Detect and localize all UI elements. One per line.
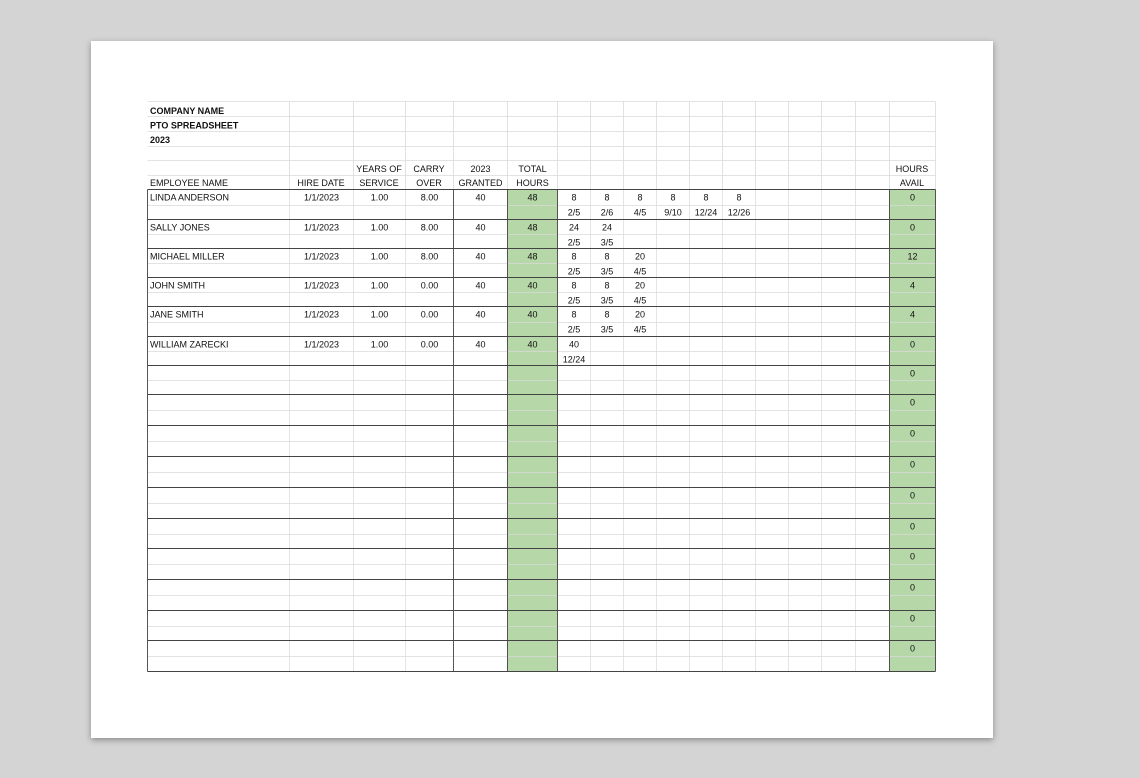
pto-date: 3/5	[600, 324, 614, 335]
header-carry-line1: CARRY	[413, 164, 445, 174]
hours-avail-empty: 0	[909, 613, 916, 624]
pto-date: 9/10	[664, 207, 682, 218]
years-of-service: 1.00	[370, 192, 389, 203]
granted-hours: 40	[475, 309, 486, 320]
sheet-year: 2023	[150, 135, 171, 145]
hours-avail-empty: 0	[909, 551, 916, 562]
pto-date: 3/5	[600, 295, 614, 306]
hire-date: 1/1/2023	[303, 222, 340, 233]
pto-hours: 8	[604, 280, 610, 291]
pto-hours: 24	[568, 222, 580, 233]
pto-hours: 8	[604, 309, 610, 320]
pto-hours: 40	[568, 339, 580, 350]
pto-hours: 8	[571, 280, 577, 291]
hours-avail-empty: 0	[909, 428, 916, 439]
hire-date: 1/1/2023	[303, 192, 340, 203]
pto-hours: 20	[634, 309, 646, 320]
header-years-line2: SERVICE	[359, 178, 399, 188]
hours-avail-empty: 0	[909, 643, 916, 654]
total-hours: 40	[527, 339, 538, 350]
total-hours: 48	[527, 222, 538, 233]
carry-over: 0.00	[420, 309, 439, 320]
hours-avail-empty: 0	[909, 368, 916, 379]
header-avail-line1: HOURS	[895, 164, 929, 174]
hire-date: 1/1/2023	[303, 339, 340, 350]
carry-over: 8.00	[420, 222, 439, 233]
years-of-service: 1.00	[370, 251, 389, 262]
years-of-service: 1.00	[370, 280, 389, 291]
years-of-service: 1.00	[370, 339, 389, 350]
hours-avail: 12	[907, 251, 918, 262]
years-of-service: 1.00	[370, 222, 389, 233]
hire-date: 1/1/2023	[303, 280, 340, 291]
pto-date: 12/26	[727, 207, 751, 218]
pto-hours: 8	[571, 309, 577, 320]
employee-name: WILLIAM ZARECKI	[150, 339, 229, 350]
carry-over: 8.00	[420, 251, 439, 262]
pto-hours: 8	[637, 192, 643, 203]
hours-avail: 4	[909, 280, 916, 291]
hours-avail-empty: 0	[909, 582, 916, 593]
pto-hours: 24	[601, 222, 613, 233]
pto-date: 4/5	[633, 324, 647, 335]
hours-avail-empty: 0	[909, 521, 916, 532]
pto-hours: 8	[703, 192, 709, 203]
header-granted-line2: GRANTED	[458, 178, 503, 188]
pto-hours: 8	[571, 192, 577, 203]
pto-date: 2/5	[567, 324, 581, 335]
header-total-line2: HOURS	[516, 178, 549, 188]
pto-date: 4/5	[633, 266, 647, 277]
header-granted-line1: 2023	[470, 164, 491, 174]
granted-hours: 40	[475, 251, 486, 262]
pto-date: 12/24	[694, 207, 718, 218]
hours-avail-empty: 0	[909, 459, 916, 470]
pto-date: 2/5	[567, 266, 581, 277]
granted-hours: 40	[475, 192, 486, 203]
pto-hours: 8	[571, 251, 577, 262]
hours-avail: 0	[909, 192, 916, 203]
employee-name: MICHAEL MILLER	[150, 251, 225, 262]
pto-date: 4/5	[633, 295, 647, 306]
pto-date: 2/6	[600, 207, 614, 218]
company-name: COMPANY NAME	[150, 106, 225, 116]
pto-date: 2/5	[567, 237, 581, 248]
header-years-line1: YEARS OF	[356, 164, 402, 174]
pto-hours: 8	[736, 192, 742, 203]
hours-avail: 4	[909, 309, 916, 320]
hours-avail: 0	[909, 339, 916, 350]
hire-date: 1/1/2023	[303, 251, 340, 262]
carry-over: 0.00	[420, 339, 439, 350]
employee-name: JANE SMITH	[150, 309, 204, 320]
carry-over: 0.00	[420, 280, 439, 291]
pto-date: 3/5	[600, 266, 614, 277]
pto-date: 4/5	[633, 207, 647, 218]
total-hours: 48	[527, 192, 538, 203]
header-total-line1: TOTAL	[518, 164, 547, 174]
header-avail-line2: AVAIL	[899, 178, 925, 188]
granted-hours: 40	[475, 280, 486, 291]
pto-hours: 8	[670, 192, 676, 203]
pto-hours: 20	[634, 280, 646, 291]
total-hours-column-fill	[508, 190, 558, 672]
header-hire-date: HIRE DATE	[297, 178, 345, 188]
header-carry-line2: OVER	[416, 178, 442, 188]
pto-date: 2/5	[567, 207, 581, 218]
pto-date: 2/5	[567, 295, 581, 306]
hours-avail-empty: 0	[909, 397, 916, 408]
carry-over: 8.00	[420, 192, 439, 203]
total-hours: 40	[527, 309, 538, 320]
sheet-title: PTO SPREADSHEET	[150, 120, 239, 131]
years-of-service: 1.00	[370, 309, 389, 320]
total-hours: 40	[527, 280, 538, 291]
pto-date: 12/24	[562, 354, 586, 365]
pto-hours: 8	[604, 251, 610, 262]
pto-date: 3/5	[600, 237, 614, 248]
pto-hours: 8	[604, 192, 610, 203]
granted-hours: 40	[475, 222, 486, 233]
hours-avail-empty: 0	[909, 490, 916, 501]
pto-hours: 20	[634, 251, 646, 262]
employee-name: SALLY JONES	[150, 222, 210, 233]
granted-hours: 40	[475, 339, 486, 350]
employee-name: LINDA ANDERSON	[150, 192, 230, 203]
total-hours: 48	[527, 251, 538, 262]
header-employee-name: EMPLOYEE NAME	[150, 178, 229, 188]
hours-avail: 0	[909, 222, 916, 233]
employee-name: JOHN SMITH	[150, 280, 205, 291]
hire-date: 1/1/2023	[303, 309, 340, 320]
